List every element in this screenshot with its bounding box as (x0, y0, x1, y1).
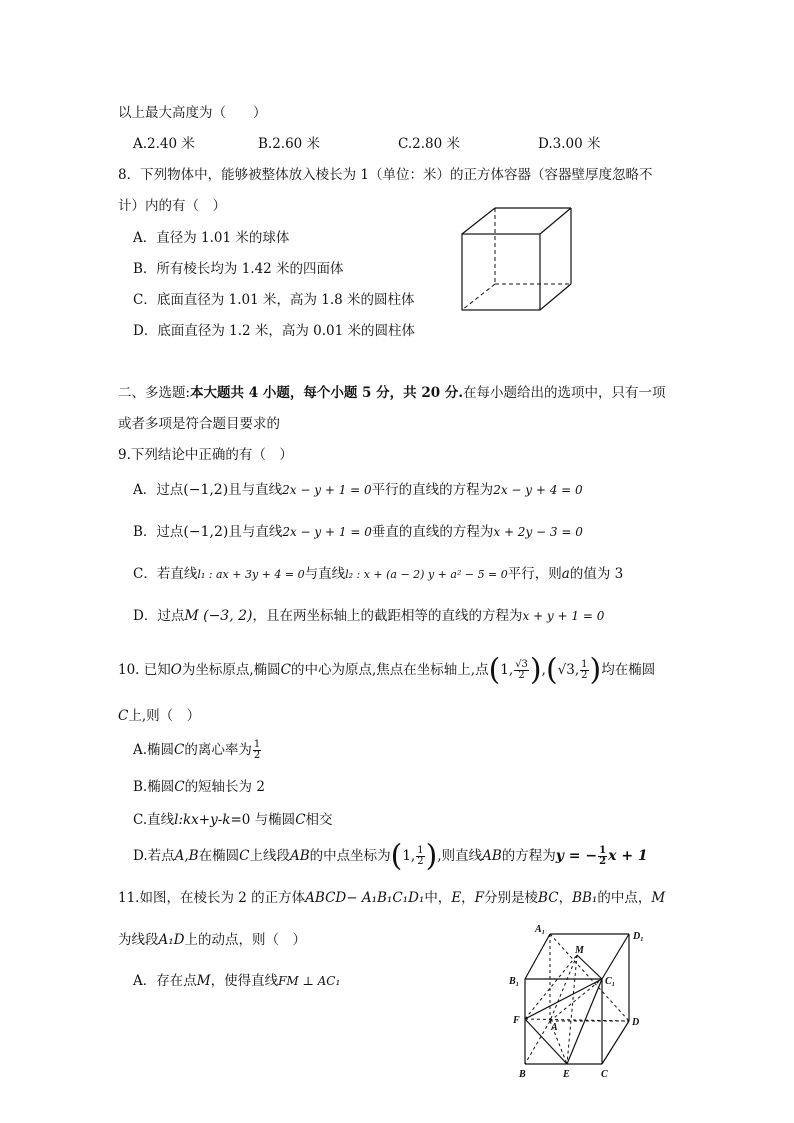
q10-var-o: O (170, 662, 182, 678)
q9-c-var: a (561, 566, 570, 582)
q10-a-var-c: C (174, 742, 185, 758)
q11-segment-a1d: A₁D (158, 932, 185, 948)
q9-option-d (133, 606, 604, 626)
section2-rest-text: 在每小题给出的选项中，只有一项 (463, 385, 666, 401)
q10-b-pre: B.椭圆 (133, 779, 175, 795)
q10-point2-num: 1 (581, 659, 588, 670)
q10-point2-den: 2 (581, 670, 588, 681)
q9-a-text3: 平行的直线的方程为 (371, 482, 494, 498)
q10-a-mid: 的离心率为 (184, 742, 252, 758)
q10-d-eq-num: 1 (599, 844, 607, 856)
q10-d-var-c: C (239, 848, 250, 864)
q10-d-ab2: AB (289, 848, 310, 864)
q11-edge-bb1: BB₁ (572, 890, 598, 906)
q8-option-b: B．所有棱长均为 1.42 米的四面体 (133, 261, 344, 277)
q10-stem-line1 (118, 653, 655, 687)
q10-option-a (133, 740, 262, 761)
q9-d-point: M (−3, 2) (184, 608, 253, 624)
q9-c-line2-eq: l₂ : x + (a − 2) y + a² − 5 = 0 (345, 568, 508, 581)
q10-d-mid2: 上线段 (249, 848, 290, 864)
q9-b-point: (−1,2) (183, 524, 229, 540)
q10-stem-line2 (118, 706, 200, 726)
q10-d-eq-den: 2 (599, 855, 607, 867)
q9-c-text1: C．若直线 (133, 566, 198, 582)
q8-option-a: A．直径为 1.01 米的球体 (133, 230, 290, 246)
q10-a-num: 1 (253, 739, 261, 750)
q11-var-f: F (474, 890, 485, 906)
q10-d-ab: A,B (174, 848, 199, 864)
q11-a-mid: ，使得直线 (210, 973, 279, 989)
q10-point1-num: √3 (515, 659, 528, 670)
q10-d-pre: D.若点 (133, 848, 175, 864)
q9-b-eq1: 2x − y + 1 = 0 (282, 525, 372, 539)
q11-a-var-m: M (196, 973, 211, 989)
q9-d-text2: ，且在两坐标轴上的截距相等的直线的方程为 (252, 608, 523, 624)
section2-heading-line2: 或者多项是符合题目要求的 (118, 416, 280, 432)
q10-point1-frac (514, 660, 529, 681)
q9-b-text3: 垂直的直线的方程为 (371, 524, 494, 540)
q10-var-c: C (280, 662, 291, 678)
q10-a-pre: A.椭圆 (133, 742, 175, 758)
q10-text4: 均在椭圆 (601, 662, 656, 678)
label-e: E (563, 1069, 570, 1080)
q11-text5: ， (558, 890, 573, 906)
q11-stem-line2 (118, 930, 306, 950)
q10-d-pt-frac (416, 846, 424, 867)
q11-var-m: M (651, 890, 666, 906)
q10-a-frac (253, 740, 261, 761)
q9-c-text4: 的值为 3 (569, 566, 624, 582)
q10-text3: 的中心为原点,焦点在坐标轴上,点 (290, 662, 489, 678)
q9-b-eq2: x + 2y − 3 = 0 (493, 525, 583, 539)
q11-text2: 中， (424, 890, 452, 906)
q10-paren-close-1: ) (529, 652, 542, 688)
q10-point1-den: 2 (518, 670, 525, 681)
q11-text4: 分别是棱 (484, 890, 539, 906)
q9-a-text1: A．过点 (133, 482, 184, 498)
q10-d-paren-open: ( (390, 838, 403, 874)
q7-option-d: D.3.00 米 (538, 136, 601, 152)
q11-var-e: E (451, 890, 462, 906)
label-d1: D₁ (633, 931, 644, 942)
q10-line2-var-c: C (118, 708, 129, 724)
q9-option-a (133, 480, 583, 500)
label-f: F (513, 1015, 520, 1026)
q10-c-end: 相交 (305, 812, 333, 828)
q10-point1-x: 1, (500, 662, 514, 678)
q9-a-eq2: 2x − y + 4 = 0 (493, 483, 583, 497)
q7-option-c: C.2.80 米 (398, 136, 460, 152)
q10-paren-open-1: ( (488, 652, 501, 688)
q7-stem-tail: 以上最大高度为（ ） (118, 105, 267, 121)
section2-bold-text: 本大题共 4 小题，每个小题 5 分，共 20 分. (190, 385, 464, 401)
q10-point2-x: √3, (557, 662, 580, 678)
q9-c-line1-eq: l₁ : ax + 3y + 4 = 0 (197, 568, 305, 581)
q10-d-mid5: 的方程为 (501, 848, 556, 864)
q10-d-eq-frac (598, 846, 607, 867)
q9-b-text1: B．过点 (133, 524, 184, 540)
q10-line2-text: 上,则（ ） (128, 708, 201, 724)
q11-stem-line1 (118, 888, 665, 908)
q9-a-text2: 且与直线 (228, 482, 283, 498)
q9-d-text1: D．过点 (133, 608, 185, 624)
q10-option-c (133, 810, 333, 830)
section2-heading-line1 (118, 383, 666, 403)
q10-d-mid4: ,则直线 (437, 848, 483, 864)
q11-edge-bc: BC (538, 890, 559, 906)
q7-option-b: B.2.60 米 (258, 136, 321, 152)
q10-option-b (133, 777, 265, 797)
label-b1: B₁ (509, 976, 520, 987)
q11-a-pre: A．存在点 (133, 973, 197, 989)
label-c1: C₁ (605, 976, 616, 987)
q11-text1: 11.如图，在棱长为 2 的正方体 (118, 890, 306, 906)
q11-cube-name: ABCD− A₁B₁C₁D₁ (305, 890, 425, 906)
q11-a-eq: FM ⊥ AC₁ (278, 974, 341, 988)
q10-option-d (133, 840, 648, 872)
q10-d-eq-post: x + 1 (608, 848, 648, 864)
q10-d-paren-close: ) (425, 838, 438, 874)
q9-c-text3: 平行，则 (507, 566, 562, 582)
q9-option-c (133, 564, 623, 585)
q10-d-ab3: AB (482, 848, 502, 864)
label-a1: A₁ (535, 924, 546, 935)
label-b: B (519, 1069, 526, 1080)
q10-d-pt-x: 1, (402, 848, 416, 864)
label-d: D (632, 1017, 640, 1028)
q8-stem-line1: 8．下列物体中，能够被整体放入棱长为 1（单位：米）的正方体容器（容器壁厚度忽略不 (118, 167, 653, 183)
q10-d-pt-num: 1 (417, 845, 424, 856)
q10-d-eq-pre: y = − (555, 848, 598, 864)
q10-d-pt-den: 2 (417, 856, 424, 867)
q9-d-eq: x + y + 1 = 0 (522, 609, 605, 623)
q9-c-text2: 与直线 (304, 566, 346, 582)
q10-paren-close-2: ) (589, 652, 602, 688)
q11-line2-post: 上的动点，则（ ） (184, 932, 306, 948)
q9-option-b (133, 522, 583, 542)
q11-line2-pre: 为线段 (118, 932, 159, 948)
q11-cube-figure (505, 922, 655, 1082)
q8-cube-figure (460, 206, 580, 316)
q10-text1: 10. 已知 (118, 662, 171, 678)
q10-point2-frac (580, 660, 588, 681)
q10-comma: , (541, 662, 546, 678)
q11-text3: ， (461, 890, 475, 906)
section2-prefix: 二、多选题: (118, 385, 191, 401)
q8-option-c: C．底面直径为 1.01 米，高为 1.8 米的圆柱体 (133, 292, 415, 308)
q10-d-equation (555, 844, 648, 867)
q10-a-den: 2 (253, 750, 261, 761)
q10-paren-open-2: ( (545, 652, 558, 688)
q10-d-mid: 在椭圆 (198, 848, 240, 864)
label-m: M (575, 945, 584, 956)
q8-stem-line2: 计）内的有（ ） (118, 198, 226, 214)
q9-b-text2: 且与直线 (228, 524, 283, 540)
q10-c-line: l:kx+y-k (174, 812, 231, 828)
label-a: A (551, 1022, 558, 1033)
q10-d-mid3: 的中点坐标为 (309, 848, 391, 864)
q9-stem: 9.下列结论中正确的有（ ） (118, 447, 293, 463)
q11-text6: 的中点， (597, 890, 652, 906)
q9-a-point: (−1,2) (183, 482, 229, 498)
q9-a-eq1: 2x − y + 1 = 0 (282, 483, 372, 497)
q8-option-d: D．底面直径为 1.2 米，高为 0.01 米的圆柱体 (133, 323, 416, 339)
q11-option-a (133, 971, 340, 991)
q10-text2: 为坐标原点,椭圆 (181, 662, 281, 678)
label-c: C (601, 1069, 608, 1080)
q10-b-mid: 的短轴长为 2 (184, 779, 265, 795)
q7-option-a: A.2.40 米 (133, 136, 195, 152)
q10-b-var-c: C (174, 779, 185, 795)
q10-c-var-c: C (295, 812, 306, 828)
q10-c-pre: C.直线 (133, 812, 175, 828)
q10-c-mid: =0 与椭圆 (230, 812, 296, 828)
